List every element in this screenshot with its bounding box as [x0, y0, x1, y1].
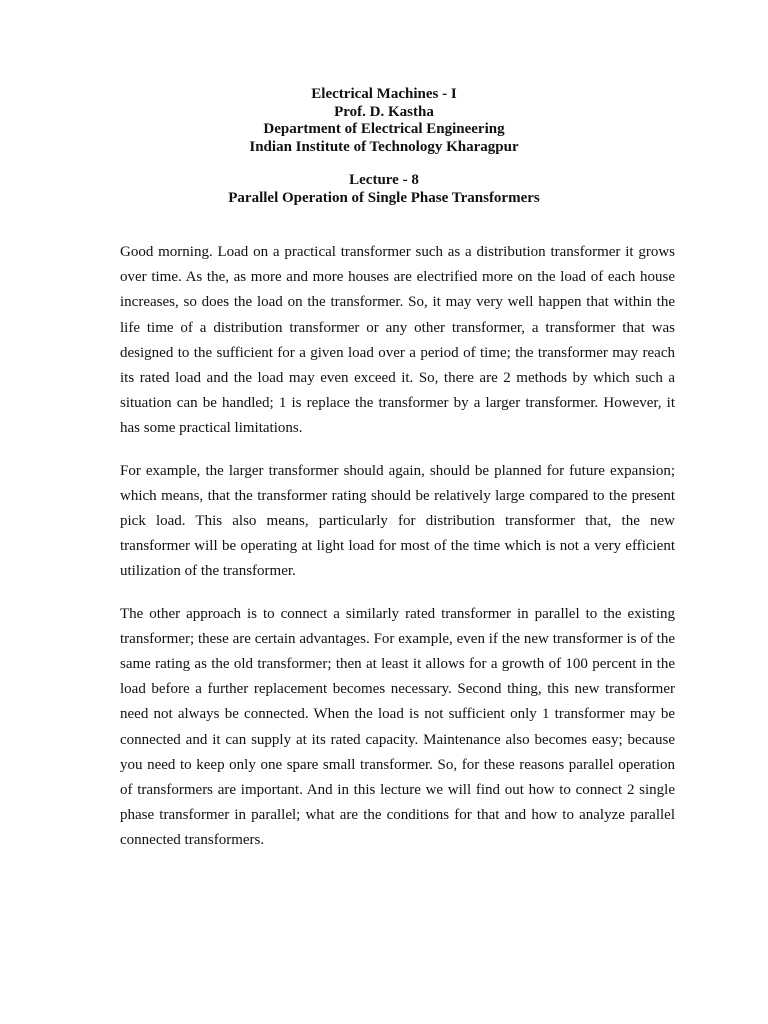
paragraph: Good morning. Load on a practical transformer such as a distribution transformer it grows over time. As the, as more and more houses are electrified more on the load of each house increases, so does the load on the transformer. So, it may very well happen that within the life time of a distribution transformer or any other transformer, a transformer that was designed to the sufficient for a given load over a period of time; the transformer may reach its rated load and the load may even exceed it. So, there are 2 methods by which such a situation can be handled; 1 is replace the transformer by a larger transformer. However, it has some practical limitations.: [120, 244, 675, 437]
lecture-topic: Parallel Operation of Single Phase Transformers: [228, 189, 540, 206]
paragraph: The other approach is to connect a similarly rated transformer in parallel to the existing transformer; these are certain advantages. For example, even if the new transformer is of the same rating as the old transformer; then at least it allows for a growth of 100 percent in the load before a further replacement becomes necessary. Second thing, this new transformer need not always be connected. When the load is not sufficient only 1 transformer may be connected and it can supply at its rated capacity. Maintenance also becomes easy; because you need to keep only one spare small transformer. So, for these reasons parallel operation of transformers are important. And in this lecture we will find out how to connect 2 single phase transformer in parallel; what are the conditions for that and how to analyze parallel connected transformers.: [120, 605, 675, 849]
paragraph: For example, the larger transformer should again, should be planned for future expansion; which means, that the transformer rating should be relatively large compared to the present pick load. This also means, particularly for distribution transformer that, the new transformer will be operating at light load for most of the time which is not a very efficient utilization of the transformer.: [120, 462, 675, 580]
institute-name: Indian Institute of Technology Kharagpur: [249, 138, 519, 155]
lecture-number: Lecture - 8: [349, 172, 419, 188]
professor-name: Prof. D. Kastha: [334, 103, 434, 120]
lecture-transcript: [120, 240, 675, 871]
course-title: Electrical Machines - I: [311, 86, 457, 102]
document-header: [0, 86, 768, 207]
department-name: Department of Electrical Engineering: [263, 121, 505, 137]
header-spacer: [0, 156, 768, 172]
